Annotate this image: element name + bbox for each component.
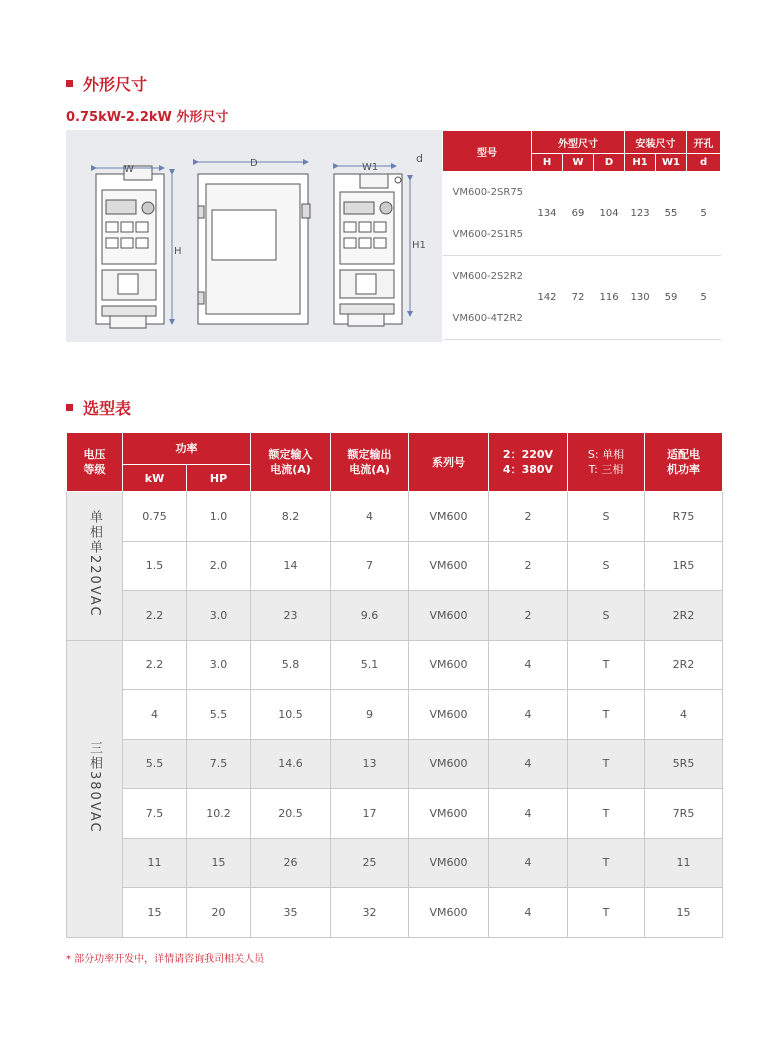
value-cell: 59 xyxy=(656,256,687,340)
cell-in: 26 xyxy=(251,838,331,888)
cell-phase: T xyxy=(568,640,645,690)
header-kw: kW xyxy=(123,465,187,492)
table-row xyxy=(443,256,721,298)
cell-vcode: 4 xyxy=(489,690,568,740)
cell-vcode: 2 xyxy=(489,591,568,641)
value-cell: 130 xyxy=(625,256,656,340)
header-power: 功率 xyxy=(123,433,251,465)
cell-series: VM600 xyxy=(409,739,489,789)
outline-drawing-panel xyxy=(66,130,442,342)
table-row xyxy=(67,640,723,690)
cell-out: 4 xyxy=(331,492,409,542)
cell-vcode: 4 xyxy=(489,739,568,789)
selection-section-title xyxy=(66,396,131,419)
cell-kw: 2.2 xyxy=(123,640,187,690)
cell-series: VM600 xyxy=(409,888,489,938)
voltage-group-label xyxy=(67,640,123,937)
cell-series: VM600 xyxy=(409,789,489,839)
cell-vcode: 4 xyxy=(489,640,568,690)
cell-out: 32 xyxy=(331,888,409,938)
cell-hp: 3.0 xyxy=(187,591,251,641)
dim-label-w: W xyxy=(124,164,134,175)
title-square-icon xyxy=(66,80,73,87)
dimension-table xyxy=(442,130,721,340)
cell-hp: 1.0 xyxy=(187,492,251,542)
dimensions-subtitle: 0.75kW-2.2kW 外形尺寸 xyxy=(66,110,229,125)
cell-hp: 7.5 xyxy=(187,739,251,789)
cell-kw: 0.75 xyxy=(123,492,187,542)
cell-hp: 10.2 xyxy=(187,789,251,839)
cell-kw: 5.5 xyxy=(123,739,187,789)
cell-phase: S xyxy=(568,492,645,542)
table-row xyxy=(67,838,723,888)
cell-motor: 1R5 xyxy=(645,541,723,591)
header-model: 型号 xyxy=(443,131,532,172)
model-cell: VM600-2S2R2 xyxy=(452,271,524,283)
cell-hp: 2.0 xyxy=(187,541,251,591)
dimensions-title-text: 外形尺寸 xyxy=(83,75,148,94)
selection-table xyxy=(66,432,723,938)
dim-label-h: H xyxy=(174,246,182,257)
cell-out: 17 xyxy=(331,789,409,839)
header-voltage-code: 2：220V 4：380V xyxy=(489,433,568,492)
cell-motor: 2R2 xyxy=(645,591,723,641)
header-series: 系列号 xyxy=(409,433,489,492)
table-row xyxy=(67,888,723,938)
cell-motor: R75 xyxy=(645,492,723,542)
dim-label-h1: H1 xyxy=(412,240,426,251)
cell-motor: 11 xyxy=(645,838,723,888)
table-row xyxy=(67,690,723,740)
cell-kw: 11 xyxy=(123,838,187,888)
cell-kw: 2.2 xyxy=(123,591,187,641)
cell-out: 9 xyxy=(331,690,409,740)
table-row xyxy=(443,172,721,214)
front-view xyxy=(96,166,164,328)
cell-phase: T xyxy=(568,690,645,740)
cell-hp: 5.5 xyxy=(187,690,251,740)
cell-phase: S xyxy=(568,541,645,591)
header-in-current: 额定输入 电流(A) xyxy=(251,433,331,492)
header-out-current: 额定输出 电流(A) xyxy=(331,433,409,492)
cell-phase: T xyxy=(568,838,645,888)
selection-title-text: 选型表 xyxy=(83,399,132,418)
cell-in: 35 xyxy=(251,888,331,938)
table-row xyxy=(67,492,723,542)
value-cell: 116 xyxy=(594,256,625,340)
header-voltage: 电压 等级 xyxy=(67,433,123,492)
title-square-icon xyxy=(66,404,73,411)
side-view xyxy=(198,174,310,324)
cell-phase: T xyxy=(568,789,645,839)
model-cell: VM600-4T2R2 xyxy=(443,298,532,340)
cell-in: 14 xyxy=(251,541,331,591)
value-cell: 142 xyxy=(532,256,563,340)
col-w: W xyxy=(563,154,594,172)
cell-hp: 3.0 xyxy=(187,640,251,690)
cell-series: VM600 xyxy=(409,492,489,542)
value-cell: 69 xyxy=(563,172,594,256)
model-cell: VM600-2S1R5 xyxy=(443,214,532,256)
cell-vcode: 2 xyxy=(489,492,568,542)
cell-phase: T xyxy=(568,739,645,789)
cell-out: 25 xyxy=(331,838,409,888)
cell-series: VM600 xyxy=(409,541,489,591)
cell-hp: 20 xyxy=(187,888,251,938)
col-d: D xyxy=(594,154,625,172)
cell-out: 5.1 xyxy=(331,640,409,690)
cell-vcode: 4 xyxy=(489,838,568,888)
value-cell: 72 xyxy=(563,256,594,340)
dimensions-section-title xyxy=(66,72,147,95)
col-w1: W1 xyxy=(656,154,687,172)
cell-in: 10.5 xyxy=(251,690,331,740)
cell-phase: T xyxy=(568,888,645,938)
cell-in: 23 xyxy=(251,591,331,641)
cell-in: 14.6 xyxy=(251,739,331,789)
value-cell: 123 xyxy=(625,172,656,256)
value-cell: 5 xyxy=(687,256,721,340)
cell-out: 9.6 xyxy=(331,591,409,641)
col-h: H xyxy=(532,154,563,172)
cell-hp: 15 xyxy=(187,838,251,888)
cell-motor: 15 xyxy=(645,888,723,938)
col-h1: H1 xyxy=(625,154,656,172)
cell-series: VM600 xyxy=(409,640,489,690)
cell-motor: 2R2 xyxy=(645,640,723,690)
cell-series: VM600 xyxy=(409,591,489,641)
voltage-group-text: 三相380VAC xyxy=(87,740,102,834)
model-cell: VM600-2SR75 xyxy=(452,187,524,199)
header-motor: 适配电 机功率 xyxy=(645,433,723,492)
cell-kw: 15 xyxy=(123,888,187,938)
cell-vcode: 4 xyxy=(489,789,568,839)
dim-label-d: D xyxy=(250,158,258,169)
cell-series: VM600 xyxy=(409,690,489,740)
header-hp: HP xyxy=(187,465,251,492)
header-outline: 外型尺寸 xyxy=(532,131,625,154)
table-row xyxy=(67,541,723,591)
cell-motor: 7R5 xyxy=(645,789,723,839)
cell-series: VM600 xyxy=(409,838,489,888)
value-cell: 55 xyxy=(656,172,687,256)
table-row xyxy=(67,739,723,789)
header-install: 安装尺寸 xyxy=(625,131,687,154)
back-view xyxy=(334,174,402,326)
cell-in: 5.8 xyxy=(251,640,331,690)
cell-phase: S xyxy=(568,591,645,641)
col-hole-d: d xyxy=(687,154,721,172)
header-hole: 开孔 xyxy=(687,131,721,154)
cell-in: 20.5 xyxy=(251,789,331,839)
dim-label-w1: W1 xyxy=(362,162,379,173)
cell-vcode: 4 xyxy=(489,888,568,938)
cell-vcode: 2 xyxy=(489,541,568,591)
value-cell: 134 xyxy=(532,172,563,256)
dim-label-d-hole: d xyxy=(416,152,423,165)
inverter-outline-drawing xyxy=(66,130,442,342)
cell-out: 13 xyxy=(331,739,409,789)
cell-kw: 4 xyxy=(123,690,187,740)
footnote: * 部分功率开发中，详情请咨询我司相关人员 xyxy=(66,954,265,965)
cell-kw: 7.5 xyxy=(123,789,187,839)
table-row xyxy=(67,789,723,839)
cell-motor: 4 xyxy=(645,690,723,740)
voltage-group-label xyxy=(67,492,123,641)
cell-motor: 5R5 xyxy=(645,739,723,789)
cell-kw: 1.5 xyxy=(123,541,187,591)
cell-out: 7 xyxy=(331,541,409,591)
voltage-group-text: 单相单220VAC xyxy=(87,510,102,619)
table-row xyxy=(67,591,723,641)
cell-in: 8.2 xyxy=(251,492,331,542)
value-cell: 5 xyxy=(687,172,721,256)
header-phase: S: 单相 T: 三相 xyxy=(568,433,645,492)
value-cell: 104 xyxy=(594,172,625,256)
